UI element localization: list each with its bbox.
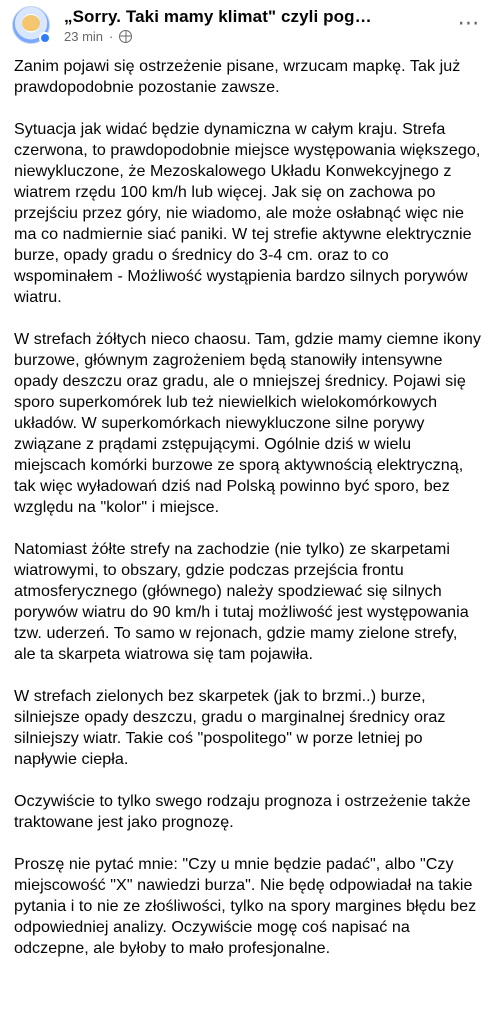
group-title[interactable]: „Sorry. Taki mamy klimat" czyli pog… bbox=[64, 6, 372, 26]
more-options-button[interactable]: ⋯ bbox=[457, 10, 481, 35]
post-paragraph-4: Natomiast żółte strefy na zachodzie (nie tylko) ze skarpetami wiatrowymi, to obszary, gdzie podczas przejścia frontu atmosferycznego (głównego) należy spodziewać się silnych porywów wiatru do 90 km/h i tutaj możliwość jest występowania tzw. uderzeń. To samo w rejonach, gdzie mamy zielone strefy, ale ta skarpeta wiatrowa się tam pojawiła. bbox=[14, 540, 469, 663]
post-paragraph-1: Zanim pojawi się ostrzeżenie pisane, wrzucam mapkę. Tak już prawdopodobnie pozostanie zawsze. bbox=[14, 57, 461, 96]
post-paragraph-5: W strefach zielonych bez skarpetek (jak to brzmi..) burze, silniejsze opady deszczu, gradu o marginalnej średnicy oraz silniejszy wiatr. Takie coś "pospolitego" w porze letniej po napływie ciepła. bbox=[14, 687, 446, 768]
post-header bbox=[0, 0, 497, 50]
post-meta bbox=[64, 7, 485, 44]
group-avatar[interactable] bbox=[12, 6, 50, 44]
post-paragraph-3: W strefach żółtych nieco chaosu. Tam, gdzie mamy ciemne ikony burzowe, głównym zagrożeniem będą stanowiły intensywne opady deszczu oraz gradu, ale o mniejszej średnicy. Pojawi się sporo superkomórek lub też niewielkich wielokomórkowych układów. W superkomórkach niewykluczone silne porywy związane z prądami zstępującymi. Ogólnie dziś w wielu miejscach komórki burzowe ze sporą aktywnością elektryczną, tak więc wyładowań dziś nad Polską powinno być sporo, bez względu na "kolor" i miejsce. bbox=[14, 330, 481, 516]
verified-badge-icon bbox=[39, 32, 51, 44]
post-paragraph-7: Proszę nie pytać mnie: "Czy u mnie będzie padać", albo "Czy miejscowość "X" nawiedzi burza". Nie będę odpowiadał na takie pytania i to nie ze złośliwości, tylko na spory margines błędu bez odpowiedniej analizy. Oczywiście mogę coś napisać na odczepne, ale byłoby to mało profesjonalne. bbox=[14, 855, 477, 957]
post-body bbox=[0, 50, 497, 959]
globe-icon bbox=[119, 30, 132, 43]
avatar-face-icon bbox=[22, 15, 40, 31]
post-paragraph-2: Sytuacja jak widać będzie dynamiczna w całym kraju. Strefa czerwona, to prawdopodobnie miejsce występowania większego, niewykluczone, że Mezoskalowego Układu Konwekcyjnego z wiatrem rzędu 100 km/h lub więcej. Jak się on zachowa po przejściu przez góry, nie wiadomo, ale może osłabnąć więc nie ma co nadmiernie siać paniki. W tej strefie aktywne elektrycznie burze, opady gradu o średnicy do 3-4 cm. oraz to co wspominałem - Możliwość wystąpienia bardzo silnych porywów wiatru. bbox=[14, 120, 481, 306]
post-subline bbox=[64, 29, 485, 44]
post-time[interactable]: 23 min bbox=[64, 28, 104, 44]
post-paragraph-6: Oczywiście to tylko swego rodzaju prognoza i ostrzeżenie także traktowane jest jako prognozę. bbox=[14, 792, 471, 831]
separator-dot: · bbox=[109, 28, 114, 44]
